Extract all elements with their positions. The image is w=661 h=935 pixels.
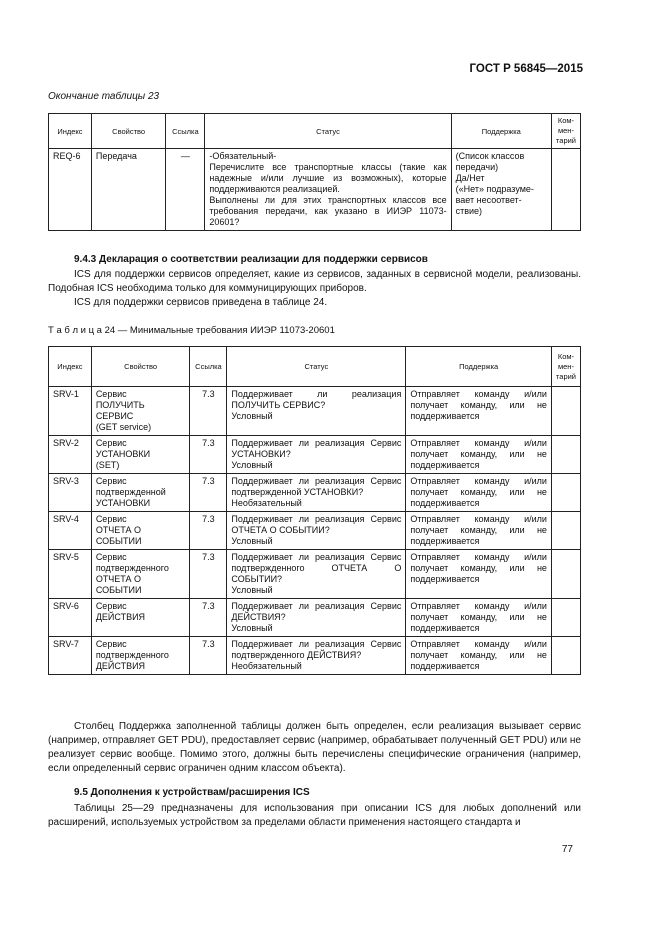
section-943-paragraph-1: ICS для поддержки сервисов определяет, какие из сервисов, заданных в сервисной модели, реализованы. Подобная ICS необходима только для коммуницирующих приборов. — [48, 269, 581, 294]
cell-index: SRV-2 — [49, 436, 92, 474]
cell-comment — [551, 149, 580, 231]
col-reference: Ссылка — [190, 347, 227, 387]
section-943-paragraph-2: ICS для поддержки сервисов приведена в таблице 24. — [74, 297, 328, 308]
cell-property: Сервис ДЕЙСТВИЯ — [91, 599, 190, 637]
cell-reference: 7.3 — [190, 512, 227, 550]
cell-comment — [551, 387, 580, 436]
cell-index: SRV-7 — [49, 637, 92, 675]
table-row — [49, 474, 581, 512]
table-23 — [48, 113, 581, 231]
cell-status: Поддерживает ли реализация Сервис подтвержденного ДЕЙСТВИЯ? Необязательный — [227, 637, 406, 675]
cell-reference: 7.3 — [190, 599, 227, 637]
table-continuation-note: Окончание таблицы 23 — [48, 91, 160, 102]
cell-property: Сервис ПОЛУЧИТЬ СЕРВИС (GET service) — [91, 387, 190, 436]
col-status: Статус — [205, 114, 451, 149]
cell-property: Сервис подтвержденного ДЕЙСТВИЯ — [91, 637, 190, 675]
table-header-row — [49, 114, 581, 149]
col-comment: Ком- мен- тарий — [551, 114, 580, 149]
table-row — [49, 387, 581, 436]
col-index: Индекс — [49, 114, 92, 149]
cell-property: Передача — [91, 149, 166, 231]
cell-property: Сервис подтвержденного ОТЧЕТА О СОБЫТИИ — [91, 550, 190, 599]
cell-reference: 7.3 — [190, 436, 227, 474]
cell-support: Отправляет команду и/или получает команду, или не поддерживается — [406, 387, 552, 436]
page-number: 77 — [561, 844, 573, 855]
cell-status: -Обязательный- Перечислите все транспортные классы (такие как надежные и/или лучшие из возможных), которые поддерживаются реализацией. Выполнены ли для этих транспортных классов все требования передачи, как указано в ИИЭР 11073-20601? — [205, 149, 451, 231]
cell-comment — [551, 512, 580, 550]
col-support: Поддержка — [406, 347, 552, 387]
section-943-heading: 9.4.3 Декларация о соответствии реализации для поддержки сервисов — [74, 254, 428, 265]
cell-comment — [551, 474, 580, 512]
col-support: Поддержка — [451, 114, 551, 149]
cell-status: Поддерживает ли реализация Сервис УСТАНОВКИ? Условный — [227, 436, 406, 474]
table-header-row — [49, 347, 581, 387]
cell-reference: 7.3 — [190, 637, 227, 675]
cell-support: Отправляет команду и/или получает команду, или не поддерживается — [406, 474, 552, 512]
table-24-caption: Т а б л и ц а 24 — Минимальные требования ИИЭР 11073-20601 — [48, 325, 335, 336]
cell-index: REQ-6 — [49, 149, 92, 231]
cell-reference: 7.3 — [190, 387, 227, 436]
cell-status: Поддерживает ли реализация Сервис подтвержденного ОТЧЕТА О СОБЫТИИ? Условный — [227, 550, 406, 599]
cell-support: Отправляет команду и/или получает команду, или не поддерживается — [406, 550, 552, 599]
cell-property: Сервис УСТАНОВКИ (SET) — [91, 436, 190, 474]
cell-support: Отправляет команду и/или получает команду, или не поддерживается — [406, 436, 552, 474]
cell-property: Сервис ОТЧЕТА О СОБЫТИИ — [91, 512, 190, 550]
cell-support: Отправляет команду и/или получает команду, или не поддерживается — [406, 512, 552, 550]
col-status: Статус — [227, 347, 406, 387]
cell-status: Поддерживает ли реализация Сервис подтвержденной УСТАНОВКИ? Необязательный — [227, 474, 406, 512]
cell-status: Поддерживает ли реализация ПОЛУЧИТЬ СЕРВИС? Условный — [227, 387, 406, 436]
table-row — [49, 149, 581, 231]
cell-reference: — — [166, 149, 205, 231]
cell-index: SRV-3 — [49, 474, 92, 512]
col-index: Индекс — [49, 347, 92, 387]
section-95-heading: 9.5 Дополнения к устройствам/расширения ICS — [74, 787, 310, 798]
cell-property: Сервис подтвержденной УСТАНОВКИ — [91, 474, 190, 512]
cell-index: SRV-4 — [49, 512, 92, 550]
cell-reference: 7.3 — [190, 550, 227, 599]
cell-index: SRV-6 — [49, 599, 92, 637]
table-row — [49, 512, 581, 550]
after-table-paragraph: Столбец Поддержка заполненной таблицы должен быть определен, если реализация вызывает сервис (например, отправляет GET PDU), предоставляет сервис (например, обрабатывает полученный GET PDU) или не реализует сервис вообще. Помимо этого, должны быть перечислены специфические ограничения (например, если определенный сервис ограничен одним классом объекта). — [48, 721, 581, 774]
cell-index: SRV-1 — [49, 387, 92, 436]
table-row — [49, 599, 581, 637]
table-row — [49, 436, 581, 474]
table-row — [49, 550, 581, 599]
cell-reference: 7.3 — [190, 474, 227, 512]
col-property: Свойство — [91, 347, 190, 387]
table-24 — [48, 346, 581, 675]
cell-comment — [551, 550, 580, 599]
cell-comment — [551, 637, 580, 675]
section-95-paragraph: Таблицы 25—29 предназначены для использования при описании ICS для любых дополнений или расширений, используемых устройством за пределами области применения настоящего стандарта и — [48, 803, 581, 828]
cell-support: Отправляет команду и/или получает команду, или не поддерживается — [406, 599, 552, 637]
col-comment: Ком- мен- тарий — [551, 347, 580, 387]
cell-status: Поддерживает ли реализация Сервис ДЕЙСТВИЯ? Условный — [227, 599, 406, 637]
cell-comment — [551, 599, 580, 637]
cell-status: Поддерживает ли реализация Сервис ОТЧЕТА О СОБЫТИИ? Условный — [227, 512, 406, 550]
cell-support: (Список классов передачи) Да/Нет («Нет» подразуме-вает несоответ-ствие) — [451, 149, 551, 231]
cell-support: Отправляет команду и/или получает команду, или не поддерживается — [406, 637, 552, 675]
standard-number: ГОСТ Р 56845—2015 — [469, 63, 583, 75]
col-reference: Ссылка — [166, 114, 205, 149]
cell-index: SRV-5 — [49, 550, 92, 599]
col-property: Свойство — [91, 114, 166, 149]
table-row — [49, 637, 581, 675]
cell-comment — [551, 436, 580, 474]
